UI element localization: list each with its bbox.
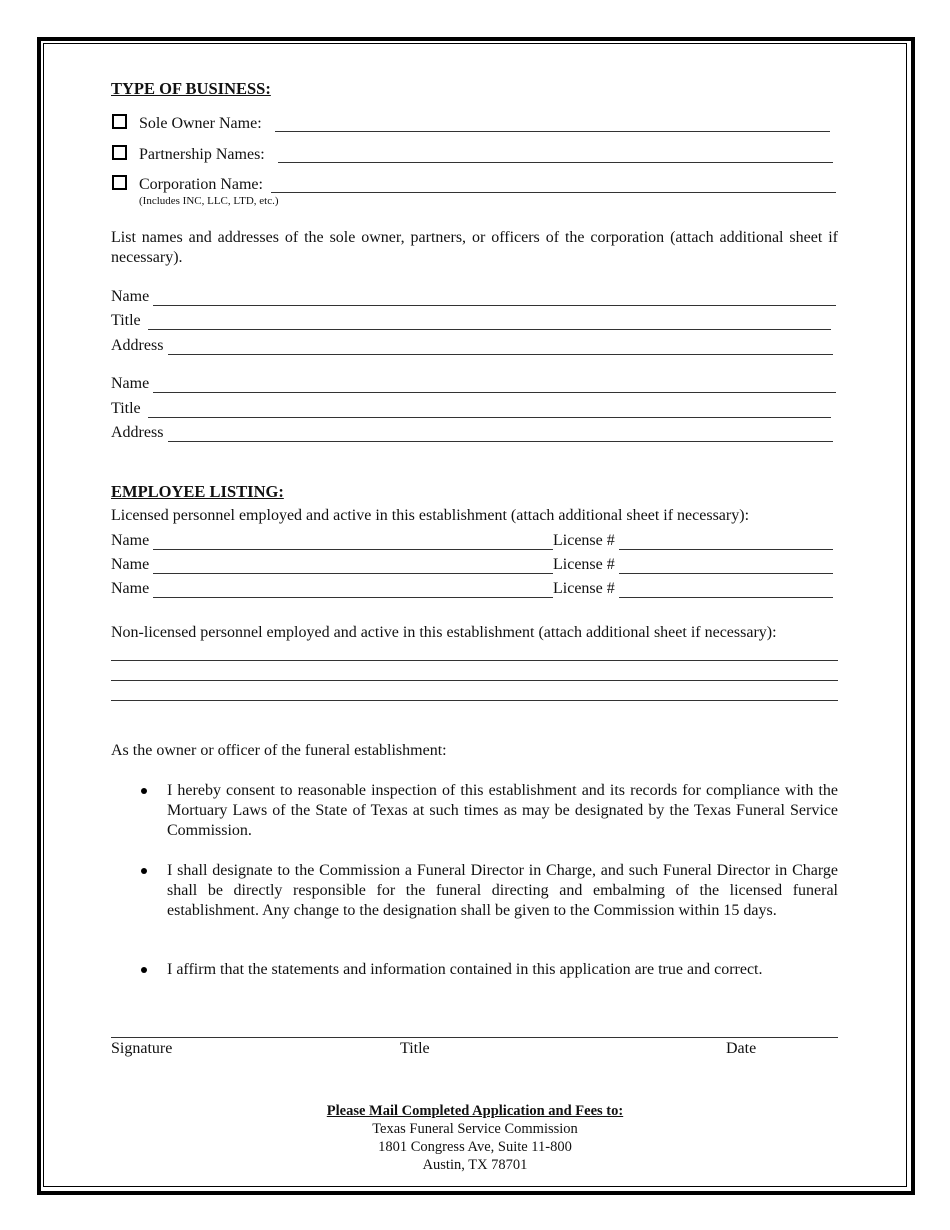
signature-date-label: Date <box>726 1040 757 1057</box>
affirmation-bullet-1: I hereby consent to reasonable inspection of this establishment and its records for compliance with the Mortuary Laws of the State of Texas at such times as may be designated by the Texas Funeral Service Commission. <box>167 782 838 839</box>
sole-owner-name-field[interactable] <box>275 131 830 132</box>
officer-1-address-field[interactable] <box>168 354 833 355</box>
officer-2-address-label: Address <box>111 424 164 441</box>
partnership-names-field[interactable] <box>278 162 833 163</box>
officer-2-address-field[interactable] <box>168 441 833 442</box>
licensed-3-license-label: License # <box>553 580 615 597</box>
officer-1-name-label: Name <box>111 288 150 305</box>
licensed-2-name-field[interactable] <box>153 573 553 574</box>
nonlicensed-line-1[interactable] <box>111 660 838 661</box>
officers-instructions: List names and addresses of the sole owner, partners, or officers of the corporation (attach additional sheet if necessary). <box>111 229 838 266</box>
corporation-label: Corporation Name: <box>139 176 263 193</box>
type-of-business-heading: TYPE OF BUSINESS: <box>111 79 271 98</box>
licensed-2-license-label: License # <box>553 556 615 573</box>
licensed-2-license-field[interactable] <box>619 573 833 574</box>
page-border-inner <box>43 43 907 1187</box>
partnership-checkbox[interactable] <box>112 145 127 160</box>
licensed-1-name-label: Name <box>111 532 150 549</box>
mailing-line-2: 1801 Congress Ave, Suite 11-800 <box>378 1139 572 1155</box>
sole-owner-checkbox[interactable] <box>112 114 127 129</box>
licensed-3-name-label: Name <box>111 580 150 597</box>
licensed-1-license-field[interactable] <box>619 549 833 550</box>
corporation-name-field[interactable] <box>271 192 836 193</box>
licensed-1-name-field[interactable] <box>153 549 553 550</box>
corporation-note: (Includes INC, LLC, LTD, etc.) <box>139 195 279 207</box>
licensed-3-license-field[interactable] <box>619 597 833 598</box>
licensed-2-name-label: Name <box>111 556 150 573</box>
officer-1-title-field[interactable] <box>148 329 831 330</box>
affirmation-bullet-2: I shall designate to the Commission a Funeral Director in Charge, and such Funeral Director in Charge shall be directly responsible for the funeral directing and embalming of the licensed funeral establishment. Any change to the designation shall be given to the Commission within 15 days. <box>167 862 838 919</box>
sole-owner-label: Sole Owner Name: <box>139 115 262 132</box>
officer-2-name-field[interactable] <box>153 392 836 393</box>
mailing-line-1: Texas Funeral Service Commission <box>372 1121 578 1137</box>
licensed-3-name-field[interactable] <box>153 597 553 598</box>
bullet-icon <box>141 868 147 874</box>
signature-title-label: Title <box>400 1040 430 1057</box>
bullet-icon <box>141 967 147 973</box>
signature-line[interactable] <box>111 1037 838 1038</box>
affirmation-intro: As the owner or officer of the funeral establishment: <box>111 742 447 759</box>
officer-1-title-label: Title <box>111 312 141 329</box>
licensed-1-license-label: License # <box>553 532 615 549</box>
officer-1-address-label: Address <box>111 337 164 354</box>
officer-2-name-label: Name <box>111 375 150 392</box>
nonlicensed-line-2[interactable] <box>111 680 838 681</box>
nonlicensed-line-3[interactable] <box>111 700 838 701</box>
nonlicensed-instructions: Non-licensed personnel employed and active in this establishment (attach additional sheet if necessary): <box>111 624 777 641</box>
employee-listing-heading: EMPLOYEE LISTING: <box>111 482 284 501</box>
bullet-icon <box>141 788 147 794</box>
mailing-line-3: Austin, TX 78701 <box>422 1157 528 1173</box>
officer-1-name-field[interactable] <box>153 305 836 306</box>
officer-2-title-label: Title <box>111 400 141 417</box>
mailing-heading: Please Mail Completed Application and Fees to: <box>326 1103 624 1119</box>
officer-2-title-field[interactable] <box>148 417 831 418</box>
signature-label: Signature <box>111 1040 173 1057</box>
licensed-instructions: Licensed personnel employed and active in this establishment (attach additional sheet if necessary): <box>111 507 750 524</box>
partnership-label: Partnership Names: <box>139 146 265 163</box>
corporation-checkbox[interactable] <box>112 175 127 190</box>
affirmation-bullet-3: I affirm that the statements and information contained in this application are true and correct. <box>167 961 763 978</box>
